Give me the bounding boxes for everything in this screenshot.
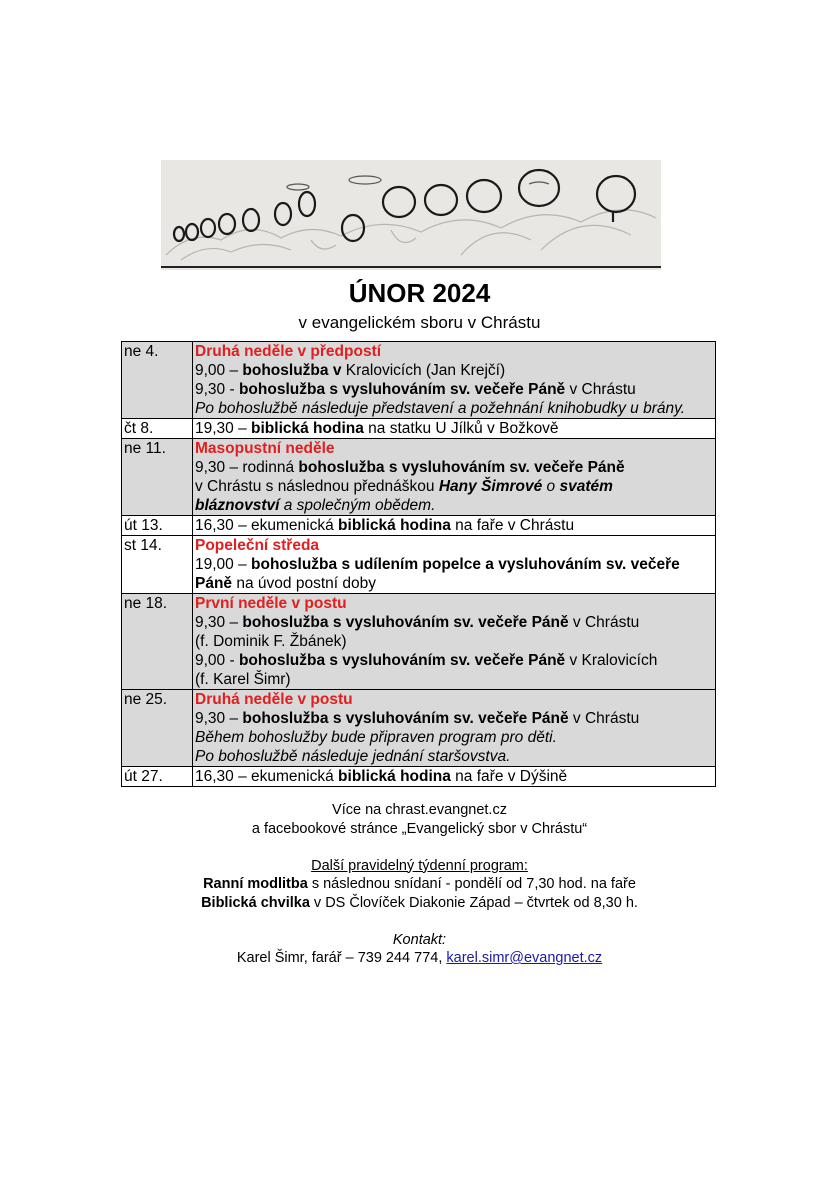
table-row	[122, 342, 716, 419]
table-row	[122, 536, 716, 594]
row-date: ne 25.	[122, 690, 193, 767]
row-date: st 14.	[122, 536, 193, 594]
row-details	[193, 690, 716, 767]
row-details	[193, 342, 716, 419]
event-line: (f. Dominik F. Žbánek)	[195, 633, 347, 650]
page-title: ÚNOR 2024	[348, 278, 491, 308]
event-title: Druhá neděle v předpostí	[195, 343, 382, 360]
event-line: 19,30 – biblická hodina na statku U Jílků v Božkově	[195, 420, 559, 437]
event-line: 19,00 – bohoslužba s udílením popelce a vysluhováním sv. večeře	[195, 556, 680, 573]
event-title: Druhá neděle v postu	[195, 691, 353, 708]
event-title: Popeleční středa	[195, 537, 320, 554]
row-date: út 13.	[122, 516, 193, 536]
event-line: bláznovství a společným obědem.	[195, 497, 436, 514]
event-line: 16,30 – ekumenická biblická hodina na faře v Dýšině	[195, 768, 568, 785]
morning-prayer-line: Ranní modlitba s následnou snídaní - pondělí od 7,30 hod. na faře	[203, 876, 636, 892]
event-line: 16,30 – ekumenická biblická hodina na faře v Chrástu	[195, 517, 575, 534]
row-details	[193, 767, 716, 787]
contact-line: Karel Šimr, farář – 739 244 774, karel.simr@evangnet.cz	[236, 950, 603, 966]
row-details	[193, 516, 716, 536]
row-details	[193, 536, 716, 594]
contact-label: Kontakt:	[392, 931, 447, 948]
table-row	[122, 419, 716, 439]
table-row	[122, 767, 716, 787]
more-info-line: Více na chrast.evangnet.cz	[332, 802, 507, 818]
page-subtitle: v evangelickém sboru v Chrástu	[298, 313, 541, 332]
event-line: (f. Karel Šimr)	[195, 671, 291, 688]
event-line: 9,30 – bohoslužba s vysluhováním sv. večeře Páně v Chrástu	[195, 614, 640, 631]
event-line: 9,00 – bohoslužba v Kralovicích (Jan Krejčí)	[195, 362, 506, 379]
row-details	[193, 419, 716, 439]
event-note: Během bohoslužby bude připraven program pro děti.	[195, 729, 557, 746]
contact-email-link[interactable]: karel.simr@evangnet.cz	[446, 950, 603, 966]
event-note: Po bohoslužbě následuje jednání staršovstva.	[195, 748, 511, 765]
row-date: ne 11.	[122, 439, 193, 516]
table-row	[122, 439, 716, 516]
footer	[0, 801, 839, 968]
table-row	[122, 516, 716, 536]
row-date: út 27.	[122, 767, 193, 787]
event-line: 9,30 - bohoslužba s vysluhováním sv. večeře Páně v Chrástu	[195, 381, 636, 398]
event-title: Masopustní neděle	[195, 440, 335, 457]
row-date: ne 4.	[122, 342, 193, 419]
bible-moment-line: Biblická chvilka v DS Človíček Diakonie Západ – čtvrtek od 8,30 h.	[201, 894, 638, 911]
event-title: První neděle v postu	[195, 595, 347, 612]
event-line: 9,30 – rodinná bohoslužba s vysluhováním sv. večeře Páně	[195, 459, 625, 476]
event-line: v Chrástu s následnou přednáškou Hany Šimrové o svatém	[195, 478, 613, 495]
facebook-line: a facebookové stránce „Evangelický sbor v Chrástu“	[251, 820, 588, 837]
event-note: Po bohoslužbě následuje představení a požehnání knihobudky u brány.	[195, 400, 686, 417]
table-row	[122, 594, 716, 690]
row-date: ne 18.	[122, 594, 193, 690]
event-line: 9,00 - bohoslužba s vysluhováním sv. večeře Páně v Kralovicích	[195, 652, 658, 669]
table-row	[122, 690, 716, 767]
banner-sketch-image	[161, 160, 661, 270]
row-date: čt 8.	[122, 419, 193, 439]
event-line: 9,30 – bohoslužba s vysluhováním sv. večeře Páně v Chrástu	[195, 710, 640, 727]
row-details	[193, 594, 716, 690]
schedule-table	[121, 341, 716, 787]
event-line: Páně na úvod postní doby	[195, 575, 376, 592]
regular-program-heading: Další pravidelný týdenní program:	[311, 857, 528, 874]
row-details	[193, 439, 716, 516]
